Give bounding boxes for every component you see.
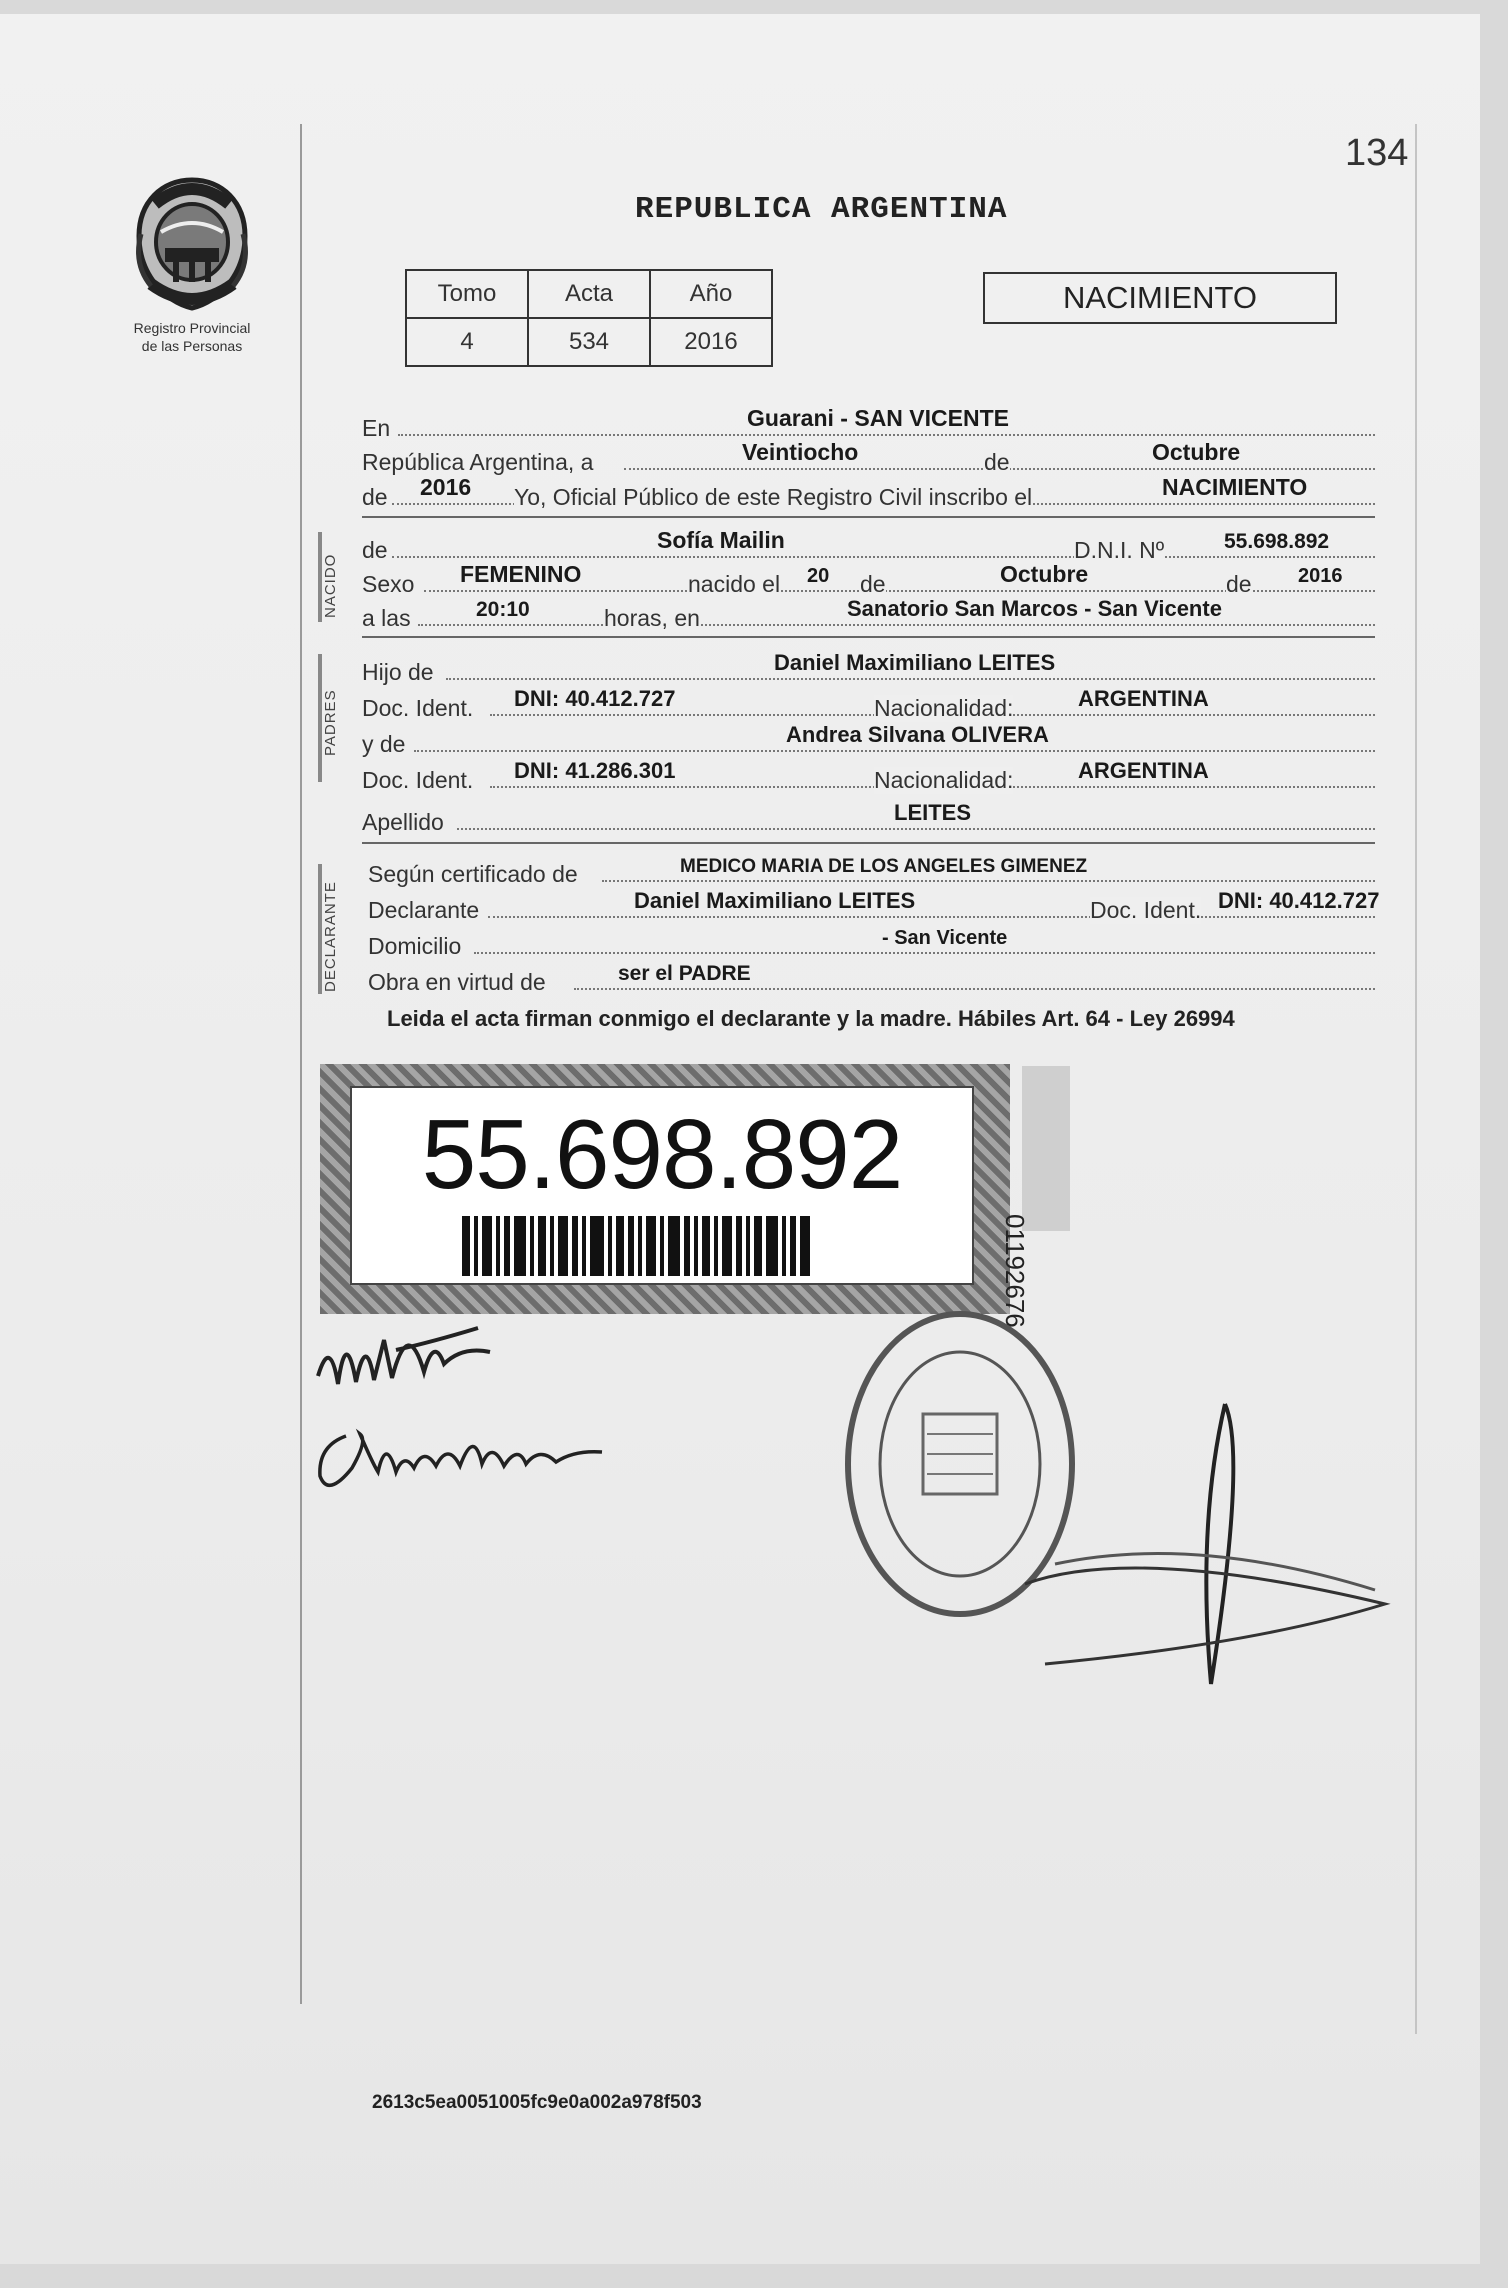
value-dni: 55.698.892	[1224, 530, 1330, 553]
value-padre-doc: DNI: 40.412.727	[514, 686, 676, 711]
left-margin-line	[300, 124, 302, 2004]
dotted-line	[457, 828, 1375, 830]
value-declarante-doc: DNI: 40.412.727	[1218, 888, 1380, 913]
label-obra-en-virtud: Obra en virtud de	[368, 969, 546, 995]
section-label-declarante: DECLARANTE	[322, 881, 339, 992]
label-de-anio-nac: de	[1226, 571, 1252, 597]
row-padre-doc	[362, 686, 1375, 724]
label-segun-certificado: Según certificado de	[368, 861, 578, 887]
value-madre: Andrea Silvana OLIVERA	[786, 722, 1049, 747]
label-y-de: y de	[362, 731, 406, 757]
dotted-line	[398, 434, 1375, 436]
section-divider	[362, 636, 1375, 638]
record-value-tomo: 4	[406, 318, 528, 366]
label-dni: D.N.I. Nº	[1074, 537, 1165, 563]
label-doc-ident: Doc. Ident.	[362, 695, 474, 721]
document-title: REPUBLICA ARGENTINA	[635, 192, 1008, 227]
row-oficial	[362, 474, 1375, 513]
record-header-acta: Acta	[528, 270, 650, 318]
label-declarante: Declarante	[368, 897, 480, 923]
row-certificado	[362, 856, 1375, 890]
label-hijo-de: Hijo de	[362, 659, 434, 685]
row-hora-lugar	[362, 596, 1375, 634]
label-de-mes: de	[860, 571, 886, 597]
section-label-padres: PADRES	[322, 689, 339, 756]
dotted-line	[602, 880, 1375, 882]
label-horas-en: horas, en	[604, 605, 700, 631]
dotted-line	[392, 556, 1375, 558]
value-anio-nacimiento: 2016	[1298, 565, 1343, 587]
value-madre-doc: DNI: 41.286.301	[514, 758, 676, 783]
value-madre-nacionalidad: ARGENTINA	[1078, 758, 1209, 783]
record-table	[405, 269, 773, 367]
row-fecha-inscripcion	[362, 439, 1375, 478]
provincial-emblem-icon	[127, 174, 257, 314]
value-mes: Octubre	[1152, 439, 1241, 465]
sticker-serial-number: 01192676	[1000, 1214, 1030, 1328]
value-dia-texto: Veintiocho	[742, 439, 859, 465]
label-republica: República Argentina, a	[362, 449, 594, 475]
row-declarante	[362, 888, 1380, 926]
record-value-acta: 534	[528, 318, 650, 366]
closing-text: Leida el acta firman conmigo el declarante y la madre. Hábiles Art. 64 - Ley 26994	[387, 1006, 1235, 1031]
right-margin-line	[1415, 124, 1417, 2034]
value-padre: Daniel Maximiliano LEITES	[774, 650, 1056, 675]
label-a-las: a las	[362, 605, 411, 631]
barcode-icon	[462, 1216, 867, 1276]
value-localidad: Guarani - SAN VICENTE	[747, 405, 1009, 431]
row-madre-doc	[362, 758, 1375, 796]
value-declarante: Daniel Maximiliano LEITES	[634, 888, 916, 913]
value-hora: 20:10	[476, 598, 530, 621]
row-domicilio	[362, 928, 1375, 962]
certificate-sheet	[0, 14, 1480, 2264]
row-obra	[362, 964, 1375, 998]
dotted-line	[474, 952, 1375, 954]
row-apellido	[362, 800, 1375, 838]
label-de-nombre: de	[362, 537, 388, 563]
label-sexo: Sexo	[362, 571, 415, 597]
record-header-anio: Año	[650, 270, 772, 318]
value-sexo: FEMENINO	[460, 561, 582, 587]
record-type-box: NACIMIENTO	[983, 272, 1337, 324]
label-doc-ident: Doc. Ident.	[1090, 897, 1202, 923]
dotted-line	[414, 750, 1375, 752]
registry-name-line1: Registro Provincial	[133, 320, 251, 336]
dotted-line	[574, 988, 1375, 990]
section-divider	[362, 842, 1375, 844]
dni-label-face	[350, 1086, 974, 1285]
dni-label-sticker	[320, 1064, 1010, 1314]
section-divider	[362, 516, 1375, 518]
dotted-line	[488, 916, 1375, 918]
value-certificado: MEDICO MARIA DE LOS ANGELES GIMENEZ	[680, 856, 1088, 877]
declarant-signature-icon	[312, 1306, 512, 1416]
dotted-line	[446, 678, 1375, 680]
official-signature-icon	[1015, 1394, 1395, 1694]
value-obra: ser el PADRE	[618, 962, 751, 985]
value-acto: NACIMIENTO	[1162, 474, 1308, 500]
document-hash: 2613c5ea0051005fc9e0a002a978f503	[372, 2092, 702, 2113]
row-madre	[362, 722, 1375, 760]
label-de: de	[984, 449, 1010, 475]
label-oficial-publico: Yo, Oficial Público de este Registro Civil inscribo el	[514, 484, 1033, 510]
value-padre-nacionalidad: ARGENTINA	[1078, 686, 1209, 711]
label-nacionalidad: Nacionalidad:	[874, 767, 1014, 793]
value-anio-inscripcion: 2016	[420, 474, 472, 500]
registry-logo	[112, 174, 272, 355]
record-value-anio: 2016	[650, 318, 772, 366]
label-nacionalidad: Nacionalidad:	[874, 695, 1014, 721]
label-domicilio: Domicilio	[368, 933, 462, 959]
sticker-dni-number: 55.698.892	[421, 1099, 903, 1209]
label-de-anio: de	[362, 484, 388, 510]
serial-strip	[1022, 1066, 1070, 1231]
value-nombre: Sofía Mailin	[657, 527, 785, 553]
section-label-nacido: NACIDO	[322, 553, 339, 618]
label-nacido: nacido el	[688, 571, 781, 597]
label-apellido: Apellido	[362, 809, 444, 835]
value-mes-nacimiento: Octubre	[1000, 561, 1089, 587]
registry-name-line2: de las Personas	[141, 338, 243, 354]
row-sexo-fecha	[362, 561, 1375, 600]
label-doc-ident: Doc. Ident.	[362, 767, 474, 793]
record-header-tomo: Tomo	[406, 270, 528, 318]
row-padre	[362, 650, 1375, 688]
mother-signature-icon	[312, 1416, 632, 1496]
value-domicilio: - San Vicente	[882, 927, 1008, 949]
value-dia-nacimiento: 20	[807, 565, 830, 587]
dotted-line	[418, 624, 1375, 626]
value-lugar-nacimiento: Sanatorio San Marcos - San Vicente	[847, 596, 1222, 621]
page-number: 134	[1345, 132, 1409, 174]
value-apellido: LEITES	[894, 800, 972, 825]
label-en: En	[362, 415, 391, 441]
